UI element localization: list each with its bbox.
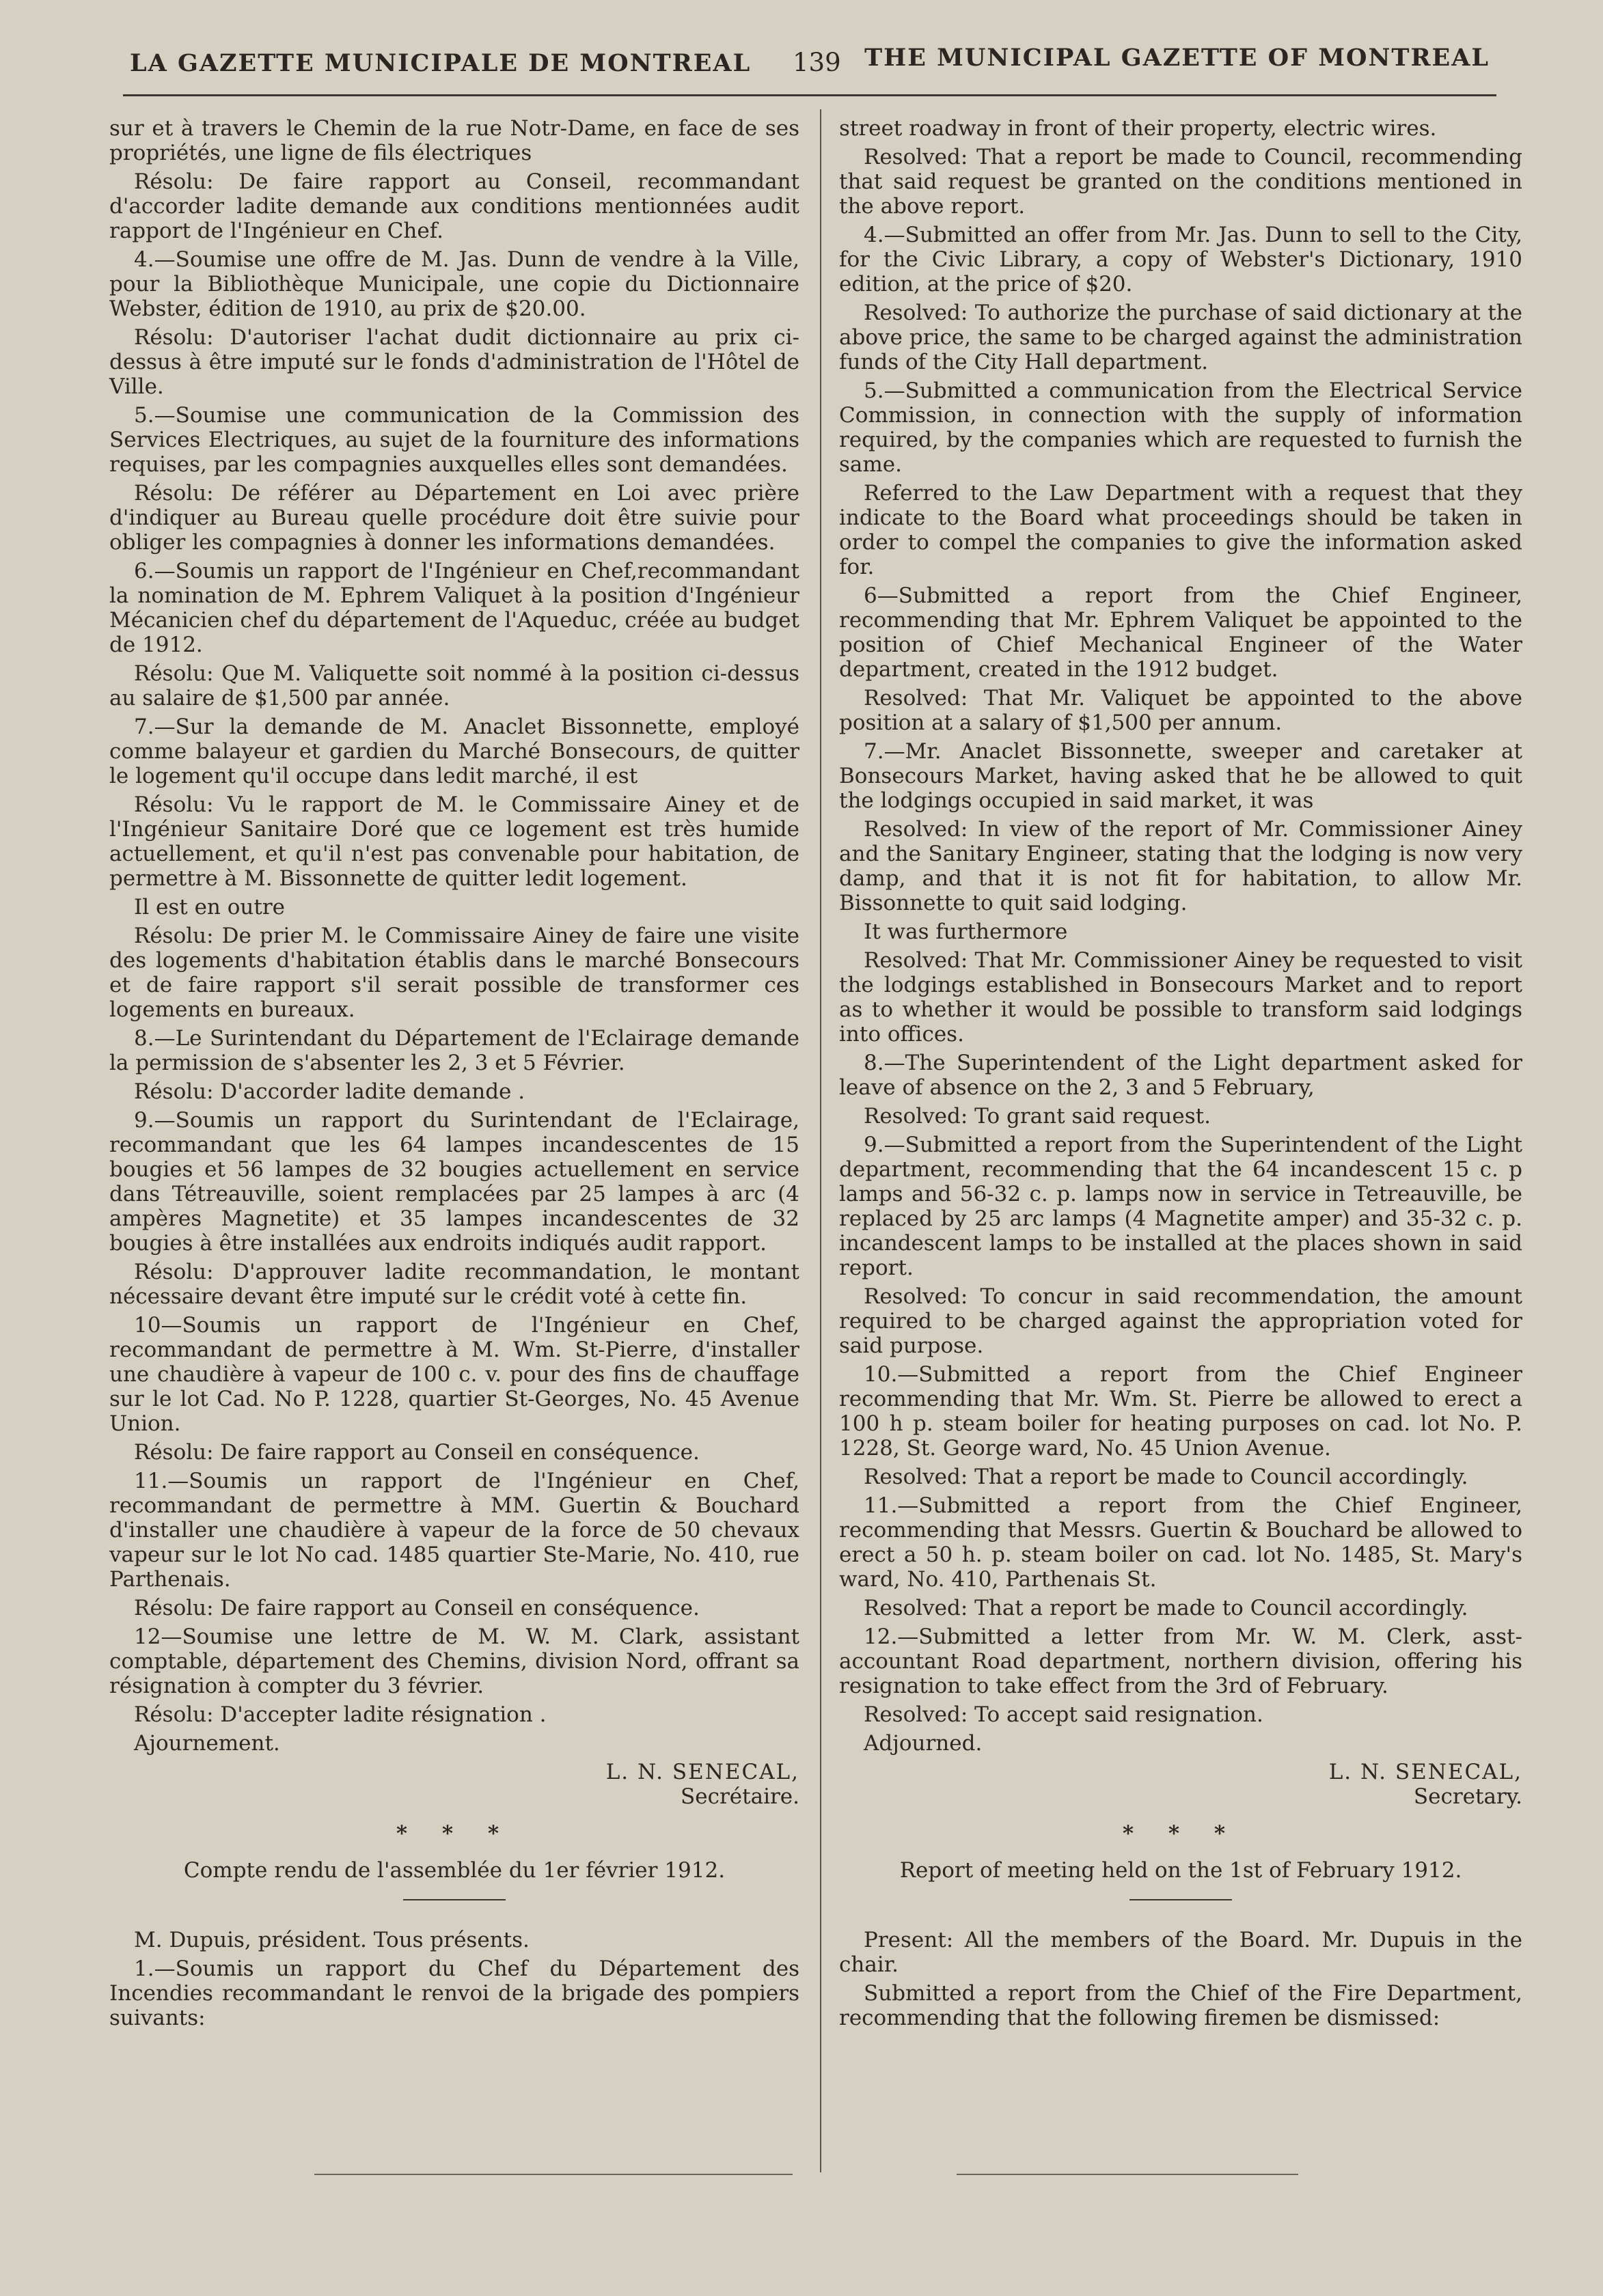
fr-signature (109, 1760, 799, 1809)
en-paragraph: street roadway in front of their property, electric wires. (839, 116, 1437, 141)
bottom-dash-rule-left (314, 2174, 793, 2175)
en-paragraph: Resolved: That Mr. Valiquet be appointed to the above position at a salary of $1,500 per annum. (839, 686, 1522, 735)
bottom-dash-rule-right (957, 2174, 1298, 2175)
en-paragraph: 6—Submitted a report from the Chief Engineer, recommending that Mr. Ephrem Valiquet be appointed to the position of Chief Mechanical Engineer of the Water department, created in the 1912 budget. (839, 583, 1522, 682)
fr-paragraph: Résolu: D'accepter ladite résignation . (134, 1702, 547, 1727)
en-paragraph: Resolved: That a report be made to Council accordingly. (864, 1465, 1468, 1489)
fr-paragraph: Résolu: Vu le rapport de M. le Commissaire Ainey et de l'Ingénieur Sanitaire Doré que ce logement est très humide actuellement, et qu'il n'est pas convenable pour habitation, de permettre à M. Bissonnette de quitter ledit logement. (109, 792, 799, 891)
en-paragraph: Resolved: To grant said request. (864, 1104, 1211, 1129)
en-paragraph: Submitted a report from the Chief of the Fire Department, recommending that the following firemen be dismissed: (839, 1981, 1522, 2030)
fr-report-title: Compte rendu de l'assemblée du 1er février 1912. (183, 1858, 726, 1883)
french-column (109, 116, 799, 2034)
english-column (839, 116, 1522, 2034)
en-signature (839, 1760, 1522, 1809)
fr-paragraph: Résolu: De référer au Département en Loi avec prière d'indiquer au Bureau quelle procédure doit être suivie pour obliger les compagnies à donner les informations demandées. (109, 481, 799, 555)
en-paragraph: Resolved: To accept said resignation. (864, 1702, 1263, 1727)
fr-paragraph: 12—Soumise une lettre de M. W. M. Clark, assistant comptable, département des Chemins, division Nord, offrant sa résignation à compter du 3 février. (109, 1624, 799, 1698)
en-paragraph: Referred to the Law Department with a request that they indicate to the Board what proceedings should be taken in order to compel the companies to give the information asked for. (839, 481, 1522, 579)
en-paragraph: 4.—Submitted an offer from Mr. Jas. Dunn to sell to the City, for the Civic Library, a copy of Webster's Dictionary, 1910 edition, at the price of $20. (839, 223, 1522, 296)
page-header (130, 40, 1490, 87)
fr-adjourned: Ajournement. (134, 1731, 280, 1756)
fr-paragraph: Il est en outre (134, 895, 285, 919)
fr-paragraph: 4.—Soumise une offre de M. Jas. Dunn de vendre à la Ville, pour la Bibliothèque Municipale, une copie du Dictionnaire Webster, édition de 1910, au prix de $20.00. (109, 247, 799, 321)
en-paragraph: 7.—Mr. Anaclet Bissonnette, sweeper and caretaker at Bonsecours Market, having asked that he be allowed to quit the lodgings occupied in said market, it was (839, 739, 1522, 813)
fr-present: M. Dupuis, président. Tous présents. (134, 1928, 530, 1952)
page-number: 139 (793, 48, 841, 77)
fr-paragraph: 8.—Le Surintendant du Département de l'Eclairage demande la permission de s'absenter les 2, 3 et 5 Février. (109, 1026, 799, 1075)
fr-paragraph: Résolu: De faire rapport au Conseil, recommandant d'accorder ladite demande aux conditions mentionnées audit rapport de l'Ingénieur en Chef. (109, 169, 799, 243)
en-paragraph: It was furthermore (864, 919, 1068, 944)
en-signature-title: Secretary. (1413, 1784, 1522, 1809)
fr-paragraph: sur et à travers le Chemin de la rue Notr-Dame, en face de ses propriétés, une ligne de fils électriques (109, 116, 799, 165)
header-french-title: LA GAZETTE MUNICIPALE DE MONTREAL (130, 49, 752, 77)
fr-signature-name: L. N. SENECAL, (605, 1760, 799, 1784)
fr-paragraph: 6.—Soumis un rapport de l'Ingénieur en Chef,recommandant la nomination de M. Ephrem Valiquet à la position d'Ingénieur Mécanicien chef du département de l'Aqueduc, créée au budget de 1912. (109, 559, 799, 657)
fr-paragraph: 10—Soumis un rapport de l'Ingénieur en Chef, recommandant de permettre à M. Wm. St-Pierre, d'installer une chaudière à vapeur de 100 c. v. pour des fins de chauffage sur le lot Cad. No P. 1228, quartier St-Georges, No. 45 Avenue Union. (109, 1313, 799, 1436)
fr-paragraph: 5.—Soumise une communication de la Commission des Services Electriques, au sujet de la fourniture des informations requises, par les compagnies auxquelles elles sont demandées. (109, 403, 799, 477)
fr-signature-title: Secrétaire. (681, 1784, 799, 1809)
fr-separator-stars: * * * (396, 1821, 513, 1846)
en-paragraph: 10.—Submitted a report from the Chief Engineer recommending that Mr. Wm. St. Pierre be allowed to erect a 100 h p. steam boiler for heating purposes on cad. lot No. P. 1228, St. George ward, No. 45 Union Avenue. (839, 1362, 1522, 1461)
fr-paragraph: 9.—Soumis un rapport du Surintendant de l'Eclairage, recommandant que les 64 lampes incandescentes de 15 bougies et 56 lampes de 32 bougies actuellement en service dans Tétreauville, soient remplacées par 25 lampes à arc (4 ampères Magnetite) et 35 lampes incandescentes de 32 bougies à être installées aux endroits indiqués audit rapport. (109, 1108, 799, 1256)
en-present: Present: All the members of the Board. Mr. Dupuis in the chair. (839, 1928, 1522, 1977)
en-paragraph: Resolved: To concur in said recommendation, the amount required to be charged against the appropriation voted for said purpose. (839, 1284, 1522, 1358)
en-report-title: Report of meeting held on the 1st of February 1912. (899, 1858, 1462, 1883)
fr-paragraph: Résolu: Que M. Valiquette soit nommé à la position ci-dessus au salaire de $1,500 par année. (109, 661, 799, 710)
en-paragraph: 8.—The Superintendent of the Light department asked for leave of absence on the 2, 3 and 5 February, (839, 1051, 1522, 1100)
fr-paragraph: Résolu: D'autoriser l'achat dudit dictionnaire au prix ci-dessus à être imputé sur le fonds d'administration de l'Hôtel de Ville. (109, 325, 799, 399)
en-signature-name: L. N. SENECAL, (1328, 1760, 1522, 1784)
fr-paragraph: Résolu: D'accorder ladite demande . (134, 1079, 525, 1104)
en-paragraph: 11.—Submitted a report from the Chief Engineer, recommending that Messrs. Guertin & Bouchard be allowed to erect a 50 h. p. steam boiler on cad. lot No. 1485, St. Mary's ward, No. 410, Parthenais St. (839, 1493, 1522, 1592)
header-rule (123, 94, 1496, 96)
en-paragraph: Resolved: To authorize the purchase of said dictionary at the above price, the same to be charged against the administration funds of the City Hall department. (839, 301, 1522, 374)
fr-short-rule (403, 1899, 506, 1900)
en-paragraph: 5.—Submitted a communication from the Electrical Service Commission, in connection with the supply of information required, by the companies which are requested to furnish the same. (839, 378, 1522, 477)
en-paragraph: Resolved: In view of the report of Mr. Commissioner Ainey and the Sanitary Engineer, stating that the lodging is now very damp, and that it is not fit for habitation, to allow Mr. Bissonnette to quit said lodging. (839, 817, 1522, 915)
fr-paragraph: Résolu: De faire rapport au Conseil en conséquence. (134, 1440, 700, 1465)
fr-paragraph: 7.—Sur la demande de M. Anaclet Bissonnette, employé comme balayeur et gardien du Marché Bonsecours, de quitter le logement qu'il occupe dans ledit marché, il est (109, 715, 799, 788)
en-paragraph: Resolved: That a report be made to Council, recommending that said request be granted on the conditions mentioned in the above report. (839, 145, 1522, 219)
en-paragraph: Resolved: That Mr. Commissioner Ainey be requested to visit the lodgings established in Bonsecours Market and to report as to whether it would be possible to transform said lodgings into offices. (839, 948, 1522, 1047)
en-paragraph: 9.—Submitted a report from the Superintendent of the Light department, recommending that the 64 incandescent 15 c. p lamps and 56-32 c. p. lamps now in service in Tetreauville, be replaced by 25 arc lamps (4 Magnetite amper) and 35-32 c. p. incandescent lamps to be installed at the places shown in said report. (839, 1133, 1522, 1280)
en-adjourned: Adjourned. (864, 1731, 983, 1756)
fr-paragraph: 11.—Soumis un rapport de l'Ingénieur en Chef, recommandant de permettre à MM. Guertin & Bouchard d'installer une chaudière à vapeur de la force de 50 chevaux vapeur sur le lot No cad. 1485 quartier Ste-Marie, No. 410, rue Parthenais. (109, 1469, 799, 1592)
en-short-rule (1129, 1899, 1232, 1900)
fr-paragraph: Résolu: De prier M. le Commissaire Ainey de faire une visite des logements d'habitation établis dans le marché Bonsecours et de faire rapport s'il serait possible de transformer ces logements en bureaux. (109, 924, 799, 1022)
column-divider (820, 109, 821, 2172)
en-separator-stars: * * * (1122, 1821, 1239, 1846)
en-paragraph: Resolved: That a report be made to Council accordingly. (864, 1596, 1468, 1620)
fr-paragraph: Résolu: D'approuver ladite recommandation, le montant nécessaire devant être imputé sur le crédit voté à cette fin. (109, 1260, 799, 1309)
header-english-title: THE MUNICIPAL GAZETTE OF MONTREAL (864, 44, 1490, 72)
fr-paragraph: 1.—Soumis un rapport du Chef du Département des Incendies recommandant le renvoi de la brigade des pompiers suivants: (109, 1956, 799, 2030)
fr-paragraph: Résolu: De faire rapport au Conseil en conséquence. (134, 1596, 700, 1620)
en-paragraph: 12.—Submitted a letter from Mr. W. M. Clerk, asst-accountant Road department, northern division, offering his resignation to take effect from the 3rd of February. (839, 1624, 1522, 1698)
